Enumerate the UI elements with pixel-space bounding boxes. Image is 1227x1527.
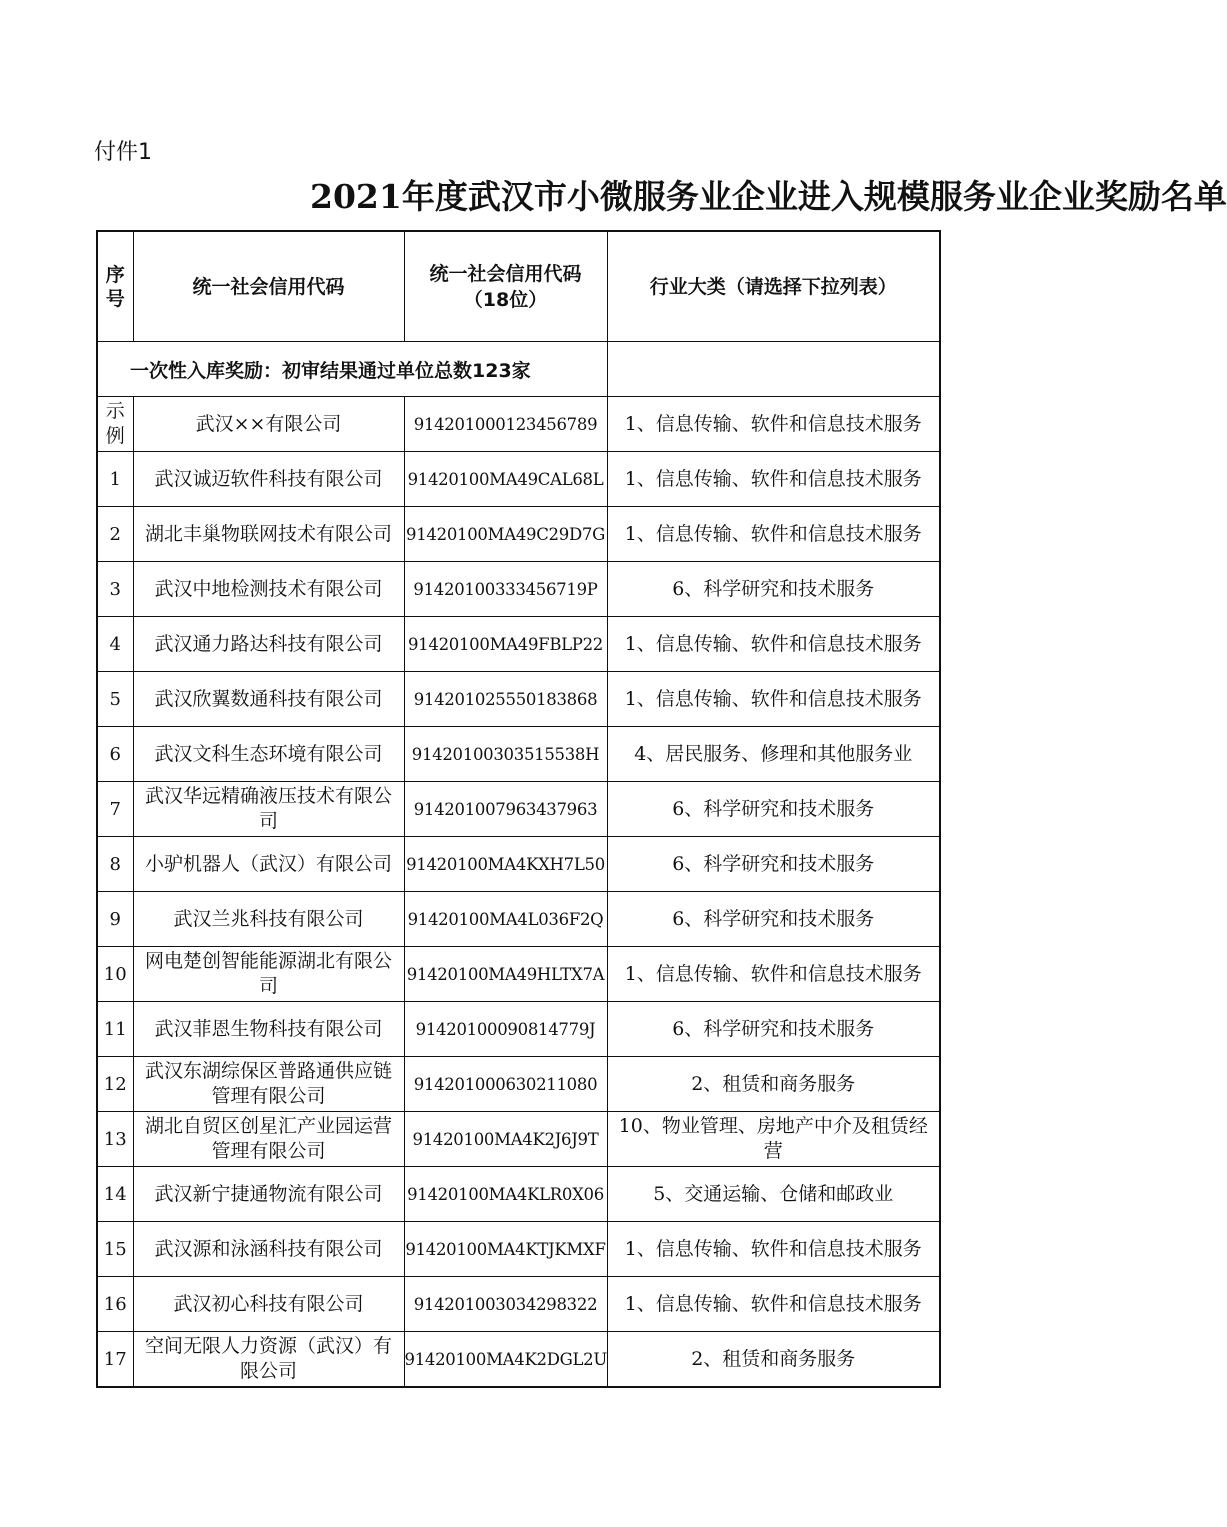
row-index: 16 bbox=[97, 1277, 133, 1332]
table-row bbox=[97, 1112, 940, 1167]
row-credit-code: 91420100MA4KLR0X06 bbox=[404, 1167, 607, 1222]
row-company-name: 武汉诚迈软件科技有限公司 bbox=[133, 452, 404, 507]
row-industry: 1、信息传输、软件和信息技术服务 bbox=[607, 507, 940, 562]
table-row bbox=[97, 727, 940, 782]
sample-row bbox=[97, 397, 940, 452]
row-industry: 1、信息传输、软件和信息技术服务 bbox=[607, 1222, 940, 1277]
row-company-name: 湖北自贸区创星汇产业园运营管理有限公司 bbox=[133, 1112, 404, 1167]
row-credit-code: 91420100MA4K2J6J9T bbox=[404, 1112, 607, 1167]
sample-industry: 1、信息传输、软件和信息技术服务 bbox=[607, 397, 940, 452]
section-label: 一次性入库奖励：初审结果通过单位总数123家 bbox=[97, 342, 607, 397]
row-index: 8 bbox=[97, 837, 133, 892]
row-index: 4 bbox=[97, 617, 133, 672]
header-index: 序号 bbox=[97, 231, 133, 342]
row-credit-code: 91420100MA4K2DGL2U bbox=[404, 1332, 607, 1388]
row-company-name: 武汉通力路达科技有限公司 bbox=[133, 617, 404, 672]
row-credit-code: 91420100MA4KXH7L50 bbox=[404, 837, 607, 892]
row-industry: 2、租赁和商务服务 bbox=[607, 1332, 940, 1388]
row-credit-code: 91420100303515538H bbox=[404, 727, 607, 782]
table-header-row bbox=[97, 231, 940, 342]
row-industry: 6、科学研究和技术服务 bbox=[607, 837, 940, 892]
header-code: 统一社会信用代码（18位） bbox=[404, 231, 607, 342]
header-name: 统一社会信用代码 bbox=[133, 231, 404, 342]
row-industry: 1、信息传输、软件和信息技术服务 bbox=[607, 617, 940, 672]
row-company-name: 武汉源和泳涵科技有限公司 bbox=[133, 1222, 404, 1277]
row-industry: 1、信息传输、软件和信息技术服务 bbox=[607, 1277, 940, 1332]
row-index: 14 bbox=[97, 1167, 133, 1222]
table-row bbox=[97, 562, 940, 617]
row-industry: 5、交通运输、仓储和邮政业 bbox=[607, 1167, 940, 1222]
row-credit-code: 91420100090814779J bbox=[404, 1002, 607, 1057]
row-company-name: 武汉东湖综保区普路通供应链管理有限公司 bbox=[133, 1057, 404, 1112]
row-industry: 1、信息传输、软件和信息技术服务 bbox=[607, 452, 940, 507]
row-index: 10 bbox=[97, 947, 133, 1002]
row-credit-code: 914201025550183868 bbox=[404, 672, 607, 727]
table-row bbox=[97, 1057, 940, 1112]
row-index: 7 bbox=[97, 782, 133, 837]
row-credit-code: 91420100MA49CAL68L bbox=[404, 452, 607, 507]
header-industry: 行业大类（请选择下拉列表） bbox=[607, 231, 940, 342]
row-industry: 1、信息传输、软件和信息技术服务 bbox=[607, 947, 940, 1002]
row-credit-code: 91420100MA49HLTX7A bbox=[404, 947, 607, 1002]
table-row bbox=[97, 617, 940, 672]
row-company-name: 武汉文科生态环境有限公司 bbox=[133, 727, 404, 782]
row-index: 15 bbox=[97, 1222, 133, 1277]
sample-index: 示例 bbox=[97, 397, 133, 452]
row-credit-code: 914201003034298322 bbox=[404, 1277, 607, 1332]
row-company-name: 武汉菲恩生物科技有限公司 bbox=[133, 1002, 404, 1057]
row-credit-code: 91420100MA4L036F2Q bbox=[404, 892, 607, 947]
row-index: 1 bbox=[97, 452, 133, 507]
row-index: 13 bbox=[97, 1112, 133, 1167]
table-row bbox=[97, 507, 940, 562]
table-row bbox=[97, 1222, 940, 1277]
table-row bbox=[97, 782, 940, 837]
row-index: 6 bbox=[97, 727, 133, 782]
table-row bbox=[97, 837, 940, 892]
table-row bbox=[97, 947, 940, 1002]
row-industry: 4、居民服务、修理和其他服务业 bbox=[607, 727, 940, 782]
sample-code: 914201000123456789 bbox=[404, 397, 607, 452]
sample-name: 武汉××有限公司 bbox=[133, 397, 404, 452]
row-company-name: 武汉欣翼数通科技有限公司 bbox=[133, 672, 404, 727]
row-index: 9 bbox=[97, 892, 133, 947]
row-index: 12 bbox=[97, 1057, 133, 1112]
table-row bbox=[97, 1167, 940, 1222]
row-index: 3 bbox=[97, 562, 133, 617]
row-index: 11 bbox=[97, 1002, 133, 1057]
table-row bbox=[97, 672, 940, 727]
enterprise-list-table bbox=[96, 230, 941, 1388]
page-title: 2021年度武汉市小微服务业企业进入规模服务业企业奖励名单 bbox=[310, 177, 1227, 216]
row-company-name: 武汉兰兆科技有限公司 bbox=[133, 892, 404, 947]
row-company-name: 小驴机器人（武汉）有限公司 bbox=[133, 837, 404, 892]
row-industry: 6、科学研究和技术服务 bbox=[607, 782, 940, 837]
section-empty-cell bbox=[607, 342, 940, 397]
row-index: 5 bbox=[97, 672, 133, 727]
table-row bbox=[97, 892, 940, 947]
table-row bbox=[97, 1332, 940, 1388]
table-row bbox=[97, 1277, 940, 1332]
row-industry: 6、科学研究和技术服务 bbox=[607, 562, 940, 617]
row-company-name: 武汉中地检测技术有限公司 bbox=[133, 562, 404, 617]
row-industry: 2、租赁和商务服务 bbox=[607, 1057, 940, 1112]
row-credit-code: 91420100333456719P bbox=[404, 562, 607, 617]
row-company-name: 武汉初心科技有限公司 bbox=[133, 1277, 404, 1332]
row-credit-code: 91420100MA49FBLP22 bbox=[404, 617, 607, 672]
row-index: 2 bbox=[97, 507, 133, 562]
row-credit-code: 91420100MA4KTJKMXF bbox=[404, 1222, 607, 1277]
row-company-name: 空间无限人力资源（武汉）有限公司 bbox=[133, 1332, 404, 1388]
row-index: 17 bbox=[97, 1332, 133, 1388]
section-row bbox=[97, 342, 940, 397]
title-container bbox=[310, 172, 1227, 222]
row-credit-code: 914201000630211080 bbox=[404, 1057, 607, 1112]
row-industry: 6、科学研究和技术服务 bbox=[607, 892, 940, 947]
row-industry: 1、信息传输、软件和信息技术服务 bbox=[607, 672, 940, 727]
table-row bbox=[97, 452, 940, 507]
row-company-name: 武汉华远精确液压技术有限公司 bbox=[133, 782, 404, 837]
row-credit-code: 91420100MA49C29D7G bbox=[404, 507, 607, 562]
row-company-name: 湖北丰巢物联网技术有限公司 bbox=[133, 507, 404, 562]
row-industry: 6、科学研究和技术服务 bbox=[607, 1002, 940, 1057]
row-industry: 10、物业管理、房地产中介及租赁经营 bbox=[607, 1112, 940, 1167]
table-row bbox=[97, 1002, 940, 1057]
row-credit-code: 914201007963437963 bbox=[404, 782, 607, 837]
row-company-name: 武汉新宁捷通物流有限公司 bbox=[133, 1167, 404, 1222]
row-company-name: 网电楚创智能能源湖北有限公司 bbox=[133, 947, 404, 1002]
attachment-label: 付件1 bbox=[94, 140, 152, 165]
